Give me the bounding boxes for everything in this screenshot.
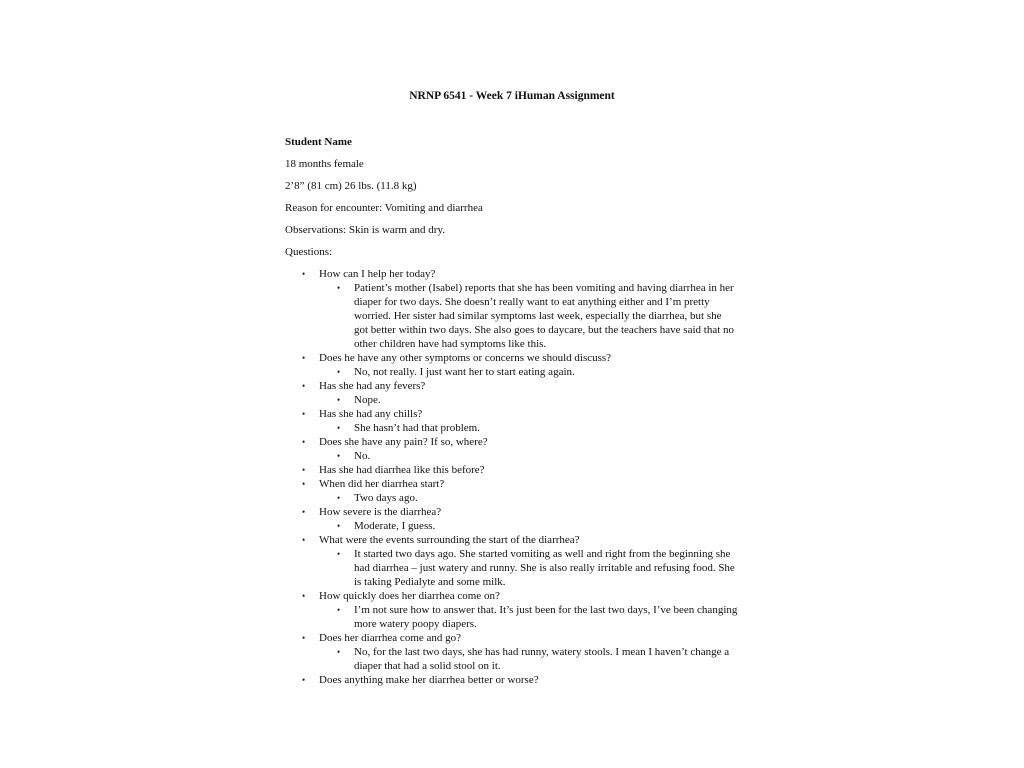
question-text: When did her diarrhea start? bbox=[319, 478, 445, 490]
bullet-icon: • bbox=[302, 675, 306, 685]
question-text: Has she had diarrhea like this before? bbox=[319, 464, 485, 476]
questions-label: Questions: bbox=[285, 246, 333, 258]
document-title: NRNP 6541 - Week 7 iHuman Assignment bbox=[409, 90, 615, 102]
bullet-icon: • bbox=[337, 549, 341, 559]
question-item bbox=[285, 379, 755, 407]
answer-text: She hasn’t had that problem. bbox=[354, 422, 480, 434]
bullet-icon: • bbox=[337, 451, 341, 461]
observations: Observations: Skin is warm and dry. bbox=[285, 224, 445, 236]
answer-list bbox=[319, 421, 755, 435]
answer-list bbox=[319, 365, 755, 379]
question-text: How can I help her today? bbox=[319, 268, 436, 280]
question-item bbox=[285, 407, 755, 435]
answer-text: No, not really. I just want her to start eating again. bbox=[354, 366, 575, 378]
answer-list bbox=[319, 393, 755, 407]
student-name: Student Name bbox=[285, 136, 352, 148]
patient-info: 18 months female bbox=[285, 158, 364, 170]
bullet-icon: • bbox=[302, 633, 306, 643]
answer-item bbox=[319, 645, 738, 673]
questions-list bbox=[285, 267, 755, 687]
answer-item bbox=[319, 603, 738, 631]
question-item bbox=[285, 351, 755, 379]
question-text: How quickly does her diarrhea come on? bbox=[319, 590, 500, 602]
question-item bbox=[285, 477, 755, 505]
bullet-icon: • bbox=[302, 269, 306, 279]
bullet-icon: • bbox=[337, 493, 341, 503]
bullet-icon: • bbox=[302, 507, 306, 517]
answer-text: Patient’s mother (Isabel) reports that she has been vomiting and having diarrhea in her diaper for two days. She doesn’t really want to eat anything either and I’m pretty worried. Her sister had similar symptoms last week, especially the diarrhea, but she got better within two days. She also goes to daycare, but the teachers have said that no other children have had symptoms like this. bbox=[354, 282, 735, 350]
bullet-icon: • bbox=[337, 521, 341, 531]
question-text: Does he have any other symptoms or concerns we should discuss? bbox=[319, 352, 612, 364]
bullet-icon: • bbox=[337, 283, 341, 293]
answer-item bbox=[319, 281, 738, 351]
bullet-icon: • bbox=[302, 479, 306, 489]
document-body bbox=[285, 135, 755, 687]
question-item bbox=[285, 673, 755, 687]
bullet-icon: • bbox=[302, 437, 306, 447]
answer-text: Moderate, I guess. bbox=[354, 520, 436, 532]
answer-text: Two days ago. bbox=[354, 492, 418, 504]
answer-text: I’m not sure how to answer that. It’s just been for the last two days, I’ve been changing more watery poopy diapers. bbox=[354, 604, 738, 630]
answer-text: No. bbox=[354, 450, 371, 462]
question-text: Has she had any chills? bbox=[319, 408, 423, 420]
answer-item bbox=[319, 449, 738, 463]
answer-item bbox=[319, 393, 738, 407]
question-item bbox=[285, 505, 755, 533]
answer-text: It started two days ago. She started vomiting as well and right from the beginning she had diarrhea – just watery and runny. She is also really irritable and refusing food. She is taking Pedialyte and some milk. bbox=[354, 548, 735, 588]
bullet-icon: • bbox=[302, 535, 306, 545]
answer-item bbox=[319, 519, 738, 533]
question-text: Has she had any fevers? bbox=[319, 380, 426, 392]
bullet-icon: • bbox=[337, 395, 341, 405]
question-text: Does anything make her diarrhea better or worse? bbox=[319, 674, 539, 686]
bullet-icon: • bbox=[337, 367, 341, 377]
question-text: Does she have any pain? If so, where? bbox=[319, 436, 488, 448]
patient-measurements: 2’8” (81 cm) 26 lbs. (11.8 kg) bbox=[285, 180, 417, 192]
bullet-icon: • bbox=[302, 381, 306, 391]
answer-item bbox=[319, 421, 738, 435]
answer-list bbox=[319, 449, 755, 463]
answer-list bbox=[319, 547, 755, 589]
reason-for-encounter: Reason for encounter: Vomiting and diarrhea bbox=[285, 202, 483, 214]
bullet-icon: • bbox=[337, 423, 341, 433]
answer-list bbox=[319, 519, 755, 533]
question-item bbox=[285, 463, 755, 477]
bullet-icon: • bbox=[337, 605, 341, 615]
answer-list bbox=[319, 491, 755, 505]
answer-list bbox=[319, 603, 755, 631]
question-item bbox=[285, 631, 755, 673]
bullet-icon: • bbox=[302, 591, 306, 601]
question-item bbox=[285, 267, 755, 351]
bullet-icon: • bbox=[302, 465, 306, 475]
answer-item bbox=[319, 547, 738, 589]
bullet-icon: • bbox=[302, 409, 306, 419]
question-item bbox=[285, 533, 755, 589]
bullet-icon: • bbox=[302, 353, 306, 363]
bullet-icon: • bbox=[337, 647, 341, 657]
answer-text: No, for the last two days, she has had runny, watery stools. I mean I haven’t change a diaper that had a solid stool on it. bbox=[354, 646, 730, 672]
question-item bbox=[285, 435, 755, 463]
answer-text: Nope. bbox=[354, 394, 381, 406]
answer-item bbox=[319, 491, 738, 505]
question-text: Does her diarrhea come and go? bbox=[319, 632, 462, 644]
answer-list bbox=[319, 281, 755, 351]
answer-item bbox=[319, 365, 738, 379]
question-text: What were the events surrounding the start of the diarrhea? bbox=[319, 534, 580, 546]
answer-list bbox=[319, 645, 755, 673]
question-text: How severe is the diarrhea? bbox=[319, 506, 442, 518]
question-item bbox=[285, 589, 755, 631]
